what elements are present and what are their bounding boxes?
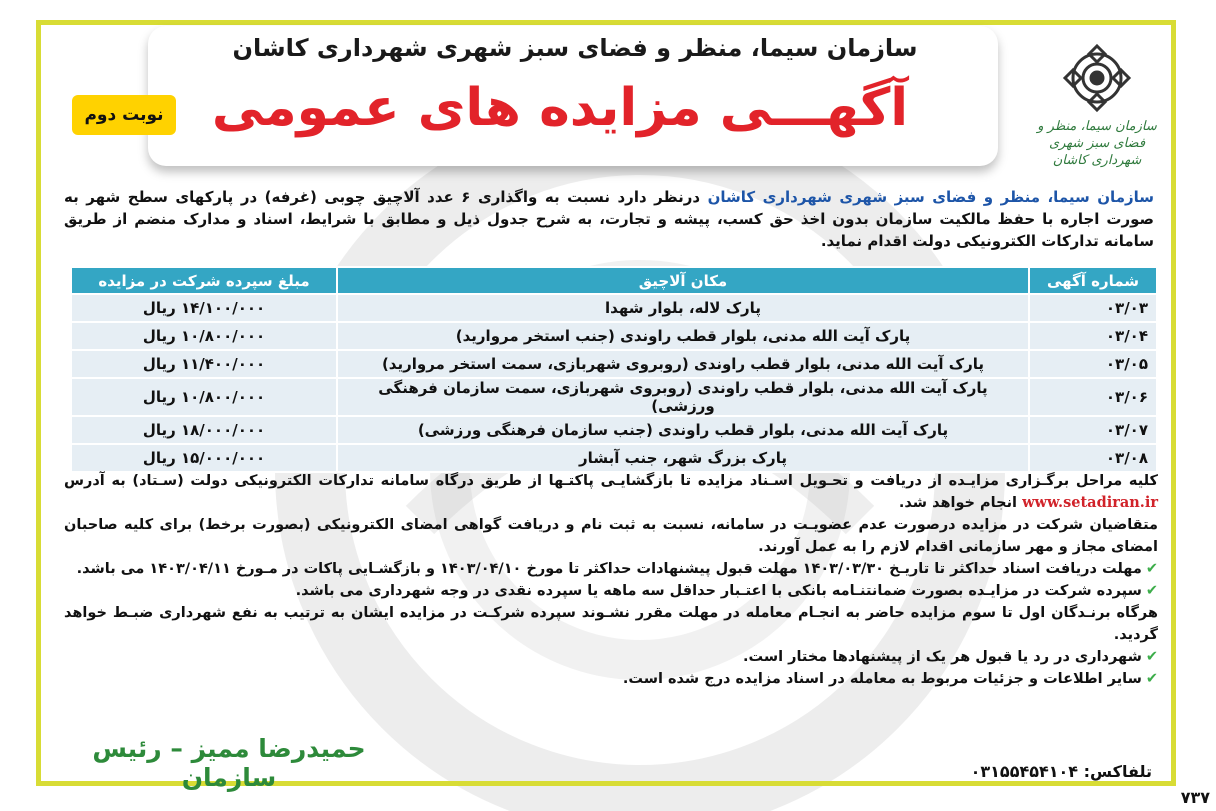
row-amount: ۱۵/۰۰۰/۰۰۰ ریال (71, 444, 337, 472)
table-row (71, 350, 1157, 378)
check-icon: ✔ (1145, 649, 1158, 665)
conditions-text (64, 470, 1158, 690)
paragraph-forfeit: هرگاه برنـدگان اول تا سوم مزایده حاضر به انجـام معامله در مهلت مقرر نشـوند سپرده شرکـت در مزایده ایشان به ترتیب به نفع شهرداری ضبـط خواهد گردید. (64, 605, 1158, 643)
gazebo-table (70, 266, 1158, 473)
row-location: پارک آیت الله مدنی، بلوار قطب راوندی (روبروی شهربازی، سمت استخر مروارید) (337, 350, 1029, 378)
row-amount: ۱۴/۱۰۰/۰۰۰ ریال (71, 294, 337, 322)
intro-text: درنظر دارد نسبت به واگذاری ۶ عدد آلاچیق چوبی (غرفه) در پارکهای سطح شهر به صورت اجاره با حفظ مالکیت سازمان بدون اخذ حق کسب، پیشه و تجارت، به شرح جدول ذیل و مطابق با شرایط، اسناد و مدارک منضم از طریق سامانه تدارکات الکترونیکی دولت اقدام نماید. (64, 188, 1154, 250)
check-icon: ✔ (1145, 583, 1158, 599)
bullet-details: ✔سایر اطلاعات و جزئیات مربوط به معامله در اسناد مزایده درج شده است. (622, 671, 1158, 687)
row-amount: ۱۰/۸۰۰/۰۰۰ ریال (71, 322, 337, 350)
intro-org-name: سازمان سیما، منظر و فضای سبز شهری شهرداری کاشان (707, 188, 1154, 206)
check-icon: ✔ (1145, 671, 1158, 687)
setadiran-link[interactable]: www.setadiran.ir (1022, 494, 1158, 511)
table-row (71, 416, 1157, 444)
table-row (71, 294, 1157, 322)
row-number: ۰۳/۰۸ (1029, 444, 1157, 472)
row-amount: ۱۸/۰۰۰/۰۰۰ ریال (71, 416, 337, 444)
bullet-deposit: ✔سپرده شرکت در مزایـده بصورت ضمانتنـامه بانکی با اعتـبار حداقل سه ماهه یا سپرده نقدی در وجه شهرداری می باشد. (295, 583, 1158, 599)
signature: حمیدرضا ممیز – رئیس سازمان (92, 734, 366, 792)
row-location: پارک آیت الله مدنی، بلوار قطب راوندی (جنب سازمان فرهنگی ورزشی) (337, 416, 1029, 444)
organization-title: سازمان سیما، منظر و فضای سبز شهری شهرداری کاشان (232, 34, 918, 62)
row-number: ۰۳/۰۶ (1029, 378, 1157, 416)
table-row (71, 322, 1157, 350)
paragraph-registration: متقاضیان شرکت در مزایده درصورت عدم عضویـت در سامانه، نسبت به ثبت نام و دریافت گواهی امضای الکترونیکی (بصورت برخط) برای کلیه صاحبان امضای مجاز و مهر سازمانی اقدام لازم را به عمل آورند. (64, 517, 1158, 555)
row-number: ۰۳/۰۷ (1029, 416, 1157, 444)
header-amount: مبلغ سپرده شرکت در مزایده (71, 267, 337, 294)
fax-number: تلفاکس: ۰۳۱۵۵۴۵۴۱۰۴ (970, 762, 1152, 781)
table-header-row (71, 267, 1157, 294)
check-icon: ✔ (1145, 561, 1158, 577)
row-number: ۰۳/۰۳ (1029, 294, 1157, 322)
bullet-deadlines: ✔مهلت دریافت اسناد حداکثر تا تاریـخ ۱۴۰۳/۰۳/۳۰ مهلت قبول پیشنهادات حداکثر تا مورخ ۱۴۰۳/۰۴/۱۰ و بازگشـایی پاکات در مـورخ ۱۴۰۳/۰۴/۱۱ می باشد. (76, 561, 1158, 577)
header-location: مکان آلاچیق (337, 267, 1029, 294)
table-row (71, 378, 1157, 416)
row-number: ۰۳/۰۴ (1029, 322, 1157, 350)
row-location: پارک آیت الله مدنی، بلوار قطب راوندی (روبروی شهربازی، سمت سازمان فرهنگی ورزشی) (337, 378, 1029, 416)
table-row (71, 444, 1157, 472)
intro-paragraph (64, 186, 1154, 252)
row-amount: ۱۰/۸۰۰/۰۰۰ ریال (71, 378, 337, 416)
logo-caption: سازمان سیما، منظر و فضای سبز شهری شهرداری کاشان (1037, 119, 1157, 168)
second-turn-badge: نوبت دوم (72, 95, 176, 135)
header-number: شماره آگهی (1029, 267, 1157, 294)
row-number: ۰۳/۰۵ (1029, 350, 1157, 378)
paragraph-process: کلیه مراحل برگـزاری مزایـده از دریافت و تحـویل اسـناد مزایده تا بازگشایـی پاکتـها از طریق درگاه سامانه تدارکات الکترونیکی دولت (سـتاد) به آدرس www.setadiran.ir انجام خواهد شد. (64, 473, 1158, 511)
row-location: پارک لاله، بلوار شهدا (337, 294, 1029, 322)
row-amount: ۱۱/۴۰۰/۰۰۰ ریال (71, 350, 337, 378)
row-location: پارک آیت الله مدنی، بلوار قطب راوندی (جنب استخر مروارید) (337, 322, 1029, 350)
page-number: ۷۳۷ (1180, 788, 1210, 807)
advertisement-title: آگهـــی مزایده های عمومی (211, 78, 909, 138)
row-location: پارک بزرگ شهر، جنب آبشار (337, 444, 1029, 472)
bullet-rejection: ✔شهرداری در رد یا قبول هر یک از پیشنهادها مختار است. (743, 649, 1158, 665)
